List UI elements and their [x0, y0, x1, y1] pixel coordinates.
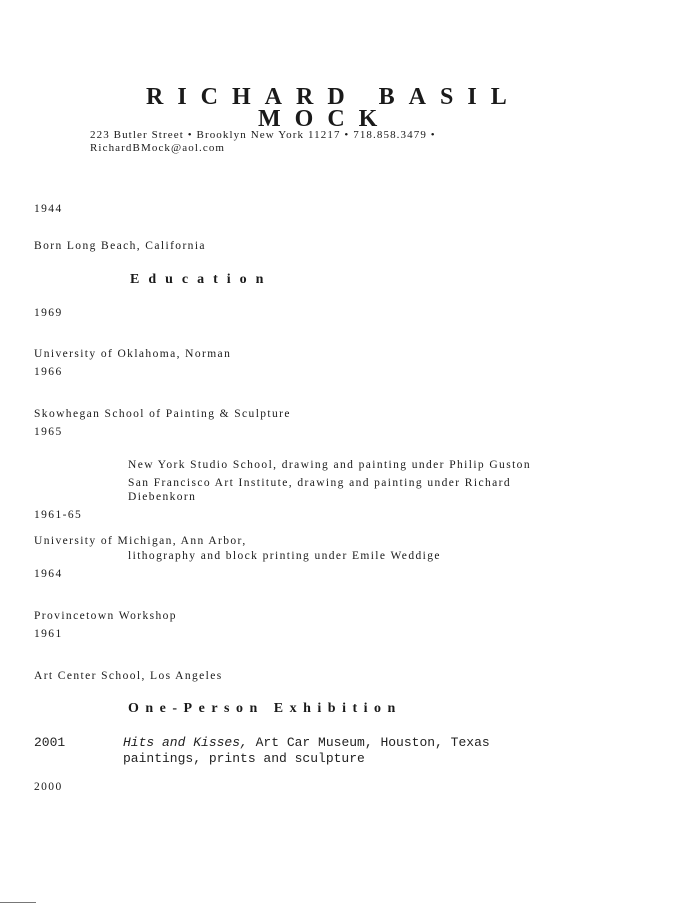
name-line-2: MOCK — [258, 106, 392, 132]
education-year: 1964 — [34, 568, 63, 580]
education-school: University of Oklahoma, Norman — [34, 348, 232, 360]
education-detail: lithography and block printing under Emile Weddige — [128, 550, 441, 562]
exhibition-entry — [123, 735, 490, 750]
exhibition-venue: Art Car Museum, Houston, Texas — [247, 735, 490, 750]
education-year: 1961 — [34, 628, 63, 640]
education-school: University of Michigan, Ann Arbor, — [34, 535, 247, 547]
education-year: 1969 — [34, 307, 63, 319]
education-year: 1965 — [34, 426, 63, 438]
exhibition-detail: paintings, prints and sculpture — [123, 751, 365, 766]
exhibition-heading: One-Person Exhibition — [128, 701, 402, 716]
contact-email: RichardBMock@aol.com — [90, 142, 226, 154]
education-school: San Francisco Art Institute, drawing and painting under Richard — [128, 477, 511, 489]
education-year: 1961-65 — [34, 509, 83, 521]
contact-address: 223 Butler Street • Brooklyn New York 11217 • 718.858.3479 • — [90, 129, 436, 141]
birth-place: Born Long Beach, California — [34, 240, 206, 252]
education-school: Skowhegan School of Painting & Sculpture — [34, 408, 291, 420]
education-school: Provincetown Workshop — [34, 610, 177, 622]
education-heading: Education — [130, 272, 273, 287]
education-year: 1966 — [34, 366, 63, 378]
education-school: Art Center School, Los Angeles — [34, 670, 223, 682]
education-school-continued: Diebenkorn — [128, 491, 197, 503]
exhibition-title: Hits and Kisses, — [123, 735, 248, 750]
education-school: New York Studio School, drawing and painting under Philip Guston — [128, 459, 531, 471]
footer-rule — [0, 902, 36, 903]
exhibition-year: 2001 — [34, 735, 66, 750]
name-line-1: RICHARD BASIL — [146, 84, 521, 110]
birth-year: 1944 — [34, 203, 63, 215]
exhibition-year: 2000 — [34, 781, 63, 793]
